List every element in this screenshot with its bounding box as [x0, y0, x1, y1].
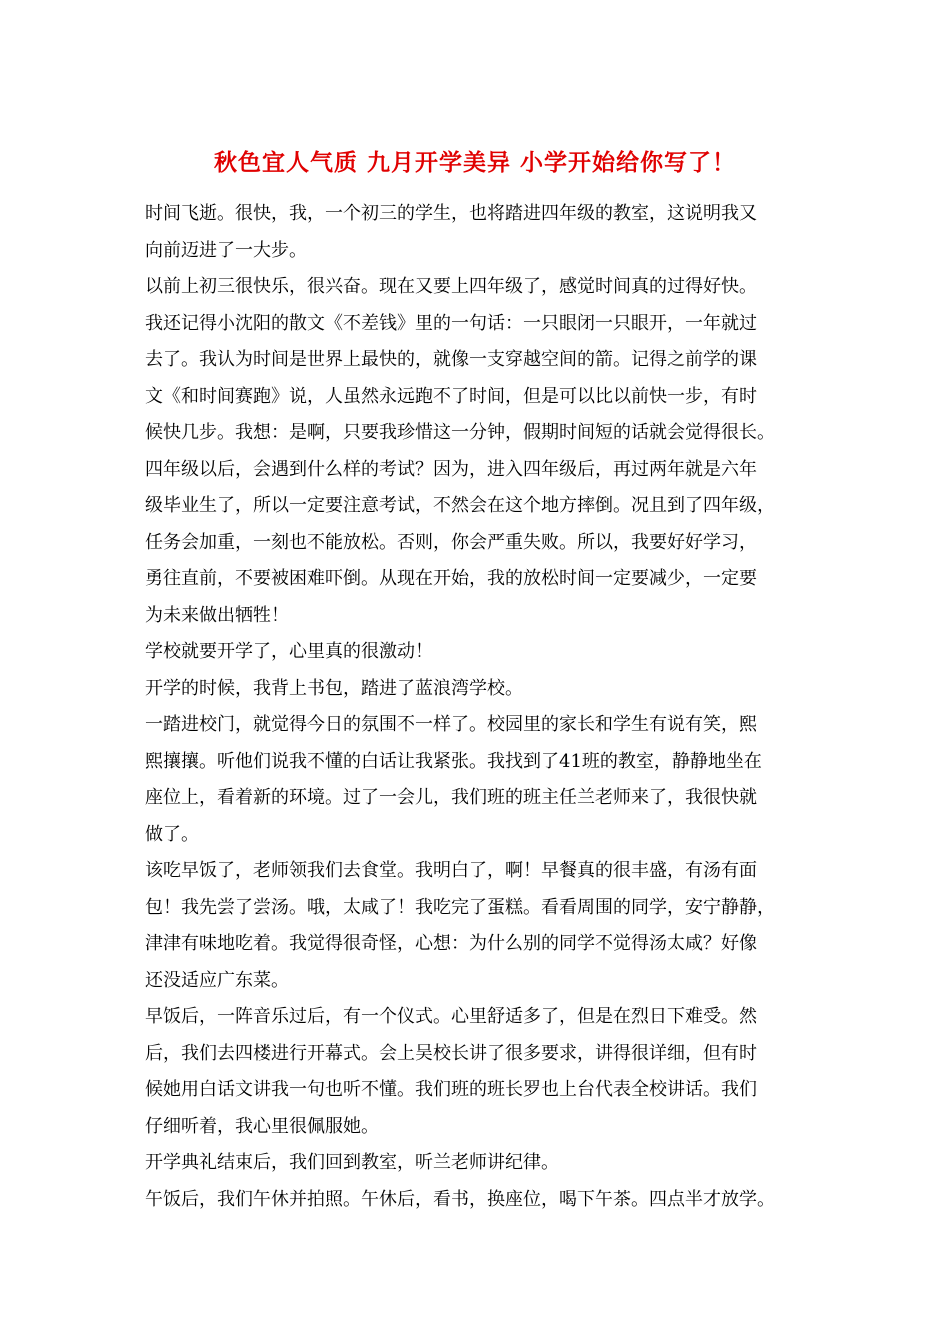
- text-line: 任务会加重，一刻也不能放松。否则，你会严重失败。所以，我要好好学习，: [145, 531, 757, 553]
- text-line: 勇往直前，不要被困难吓倒。从现在开始，我的放松时间一定要减少，一定要: [145, 568, 757, 589]
- text-line: 该吃早饭了，老师领我们去食堂。我明白了，啊！早餐真的很丰盛，有汤有面: [145, 860, 757, 881]
- text-line: 为未来做出牺牲！: [145, 604, 289, 626]
- text-line: 级毕业生了，所以一定要注意考试，不然会在这个地方摔倒。况且到了四年级，: [145, 495, 775, 516]
- text-line: 一踏进校门，就觉得今日的氛围不一样了。校园里的家长和学生有说有笑，熙: [145, 714, 757, 735]
- text-line: 向前迈进了一大步。: [145, 239, 307, 261]
- paragraph: [145, 634, 815, 671]
- paragraph: [145, 196, 815, 269]
- text-line: 还没适应广东菜。: [145, 969, 289, 991]
- text-line: 候她用白话文讲我一句也听不懂。我们班的班长罗也上台代表全校讲话。我们: [145, 1079, 757, 1100]
- paragraph: [145, 1145, 815, 1182]
- text-line: 包！我先尝了尝汤。哦，太咸了！我吃完了蛋糕。看看周围的同学，安宁静静，: [145, 896, 775, 918]
- text-line: 早饭后，一阵音乐过后，有一个仪式。心里舒适多了，但是在烈日下难受。然: [145, 1006, 757, 1027]
- document-title: 秋色宜人气质 九月开学美异 小学开始给你写了！: [213, 149, 736, 176]
- text-line: 熙攘攘。听他们说我不懂的白话让我紧张。我找到了41班的教室，静静地坐在: [145, 750, 762, 772]
- text-line: 仔细听着，我心里很佩服她。: [145, 1115, 379, 1137]
- text-line: 午饭后，我们午休并拍照。午休后，看书，换座位，喝下午茶。四点半才放学。: [145, 1188, 775, 1210]
- paragraph: [145, 269, 815, 306]
- text-line: 以前上初三很快乐，很兴奋。现在又要上四年级了，感觉时间真的过得好快。: [145, 276, 757, 297]
- text-line: 文《和时间赛跑》说，人虽然永远跑不了时间，但是可以比以前快一步，有时: [145, 385, 757, 407]
- text-line: 时间飞逝。很快，我，一个初三的学生，也将踏进四年级的教室，这说明我又: [145, 203, 757, 224]
- paragraph: [145, 707, 815, 853]
- paragraph: [145, 853, 815, 999]
- text-line: 做了。: [145, 823, 199, 845]
- text-line: 去了。我认为时间是世界上最快的，就像一支穿越空间的箭。记得之前学的课: [145, 349, 757, 370]
- text-line: 四年级以后，会遇到什么样的考试？因为，进入四年级后，再过两年就是六年: [145, 458, 757, 480]
- paragraph: [145, 1182, 815, 1219]
- text-line: 我还记得小沈阳的散文《不差钱》里的一句话：一只眼闭一只眼开，一年就过: [145, 312, 757, 334]
- text-line: 座位上，看着新的环境。过了一会儿，我们班的班主任兰老师来了，我很快就: [145, 787, 757, 808]
- text-line: 后，我们去四楼进行开幕式。会上吴校长讲了很多要求，讲得很详细，但有时: [145, 1042, 757, 1064]
- text-line: 津津有味地吃着。我觉得很奇怪，心想：为什么别的同学不觉得汤太咸？好像: [145, 933, 757, 954]
- text-line: 学校就要开学了，心里真的很激动！: [145, 641, 433, 662]
- paragraph: [145, 671, 815, 708]
- text-line: 开学典礼结束后，我们回到教室，听兰老师讲纪律。: [145, 1152, 559, 1173]
- text-line: 开学的时候，我背上书包，踏进了蓝浪湾学校。: [145, 677, 523, 699]
- text-line: 候快几步。我想：是啊，只要我珍惜这一分钟，假期时间短的话就会觉得很长。: [145, 422, 775, 443]
- paragraph: [145, 999, 815, 1145]
- document-body: [145, 196, 815, 1218]
- paragraph: [145, 452, 815, 635]
- paragraph: [145, 306, 815, 452]
